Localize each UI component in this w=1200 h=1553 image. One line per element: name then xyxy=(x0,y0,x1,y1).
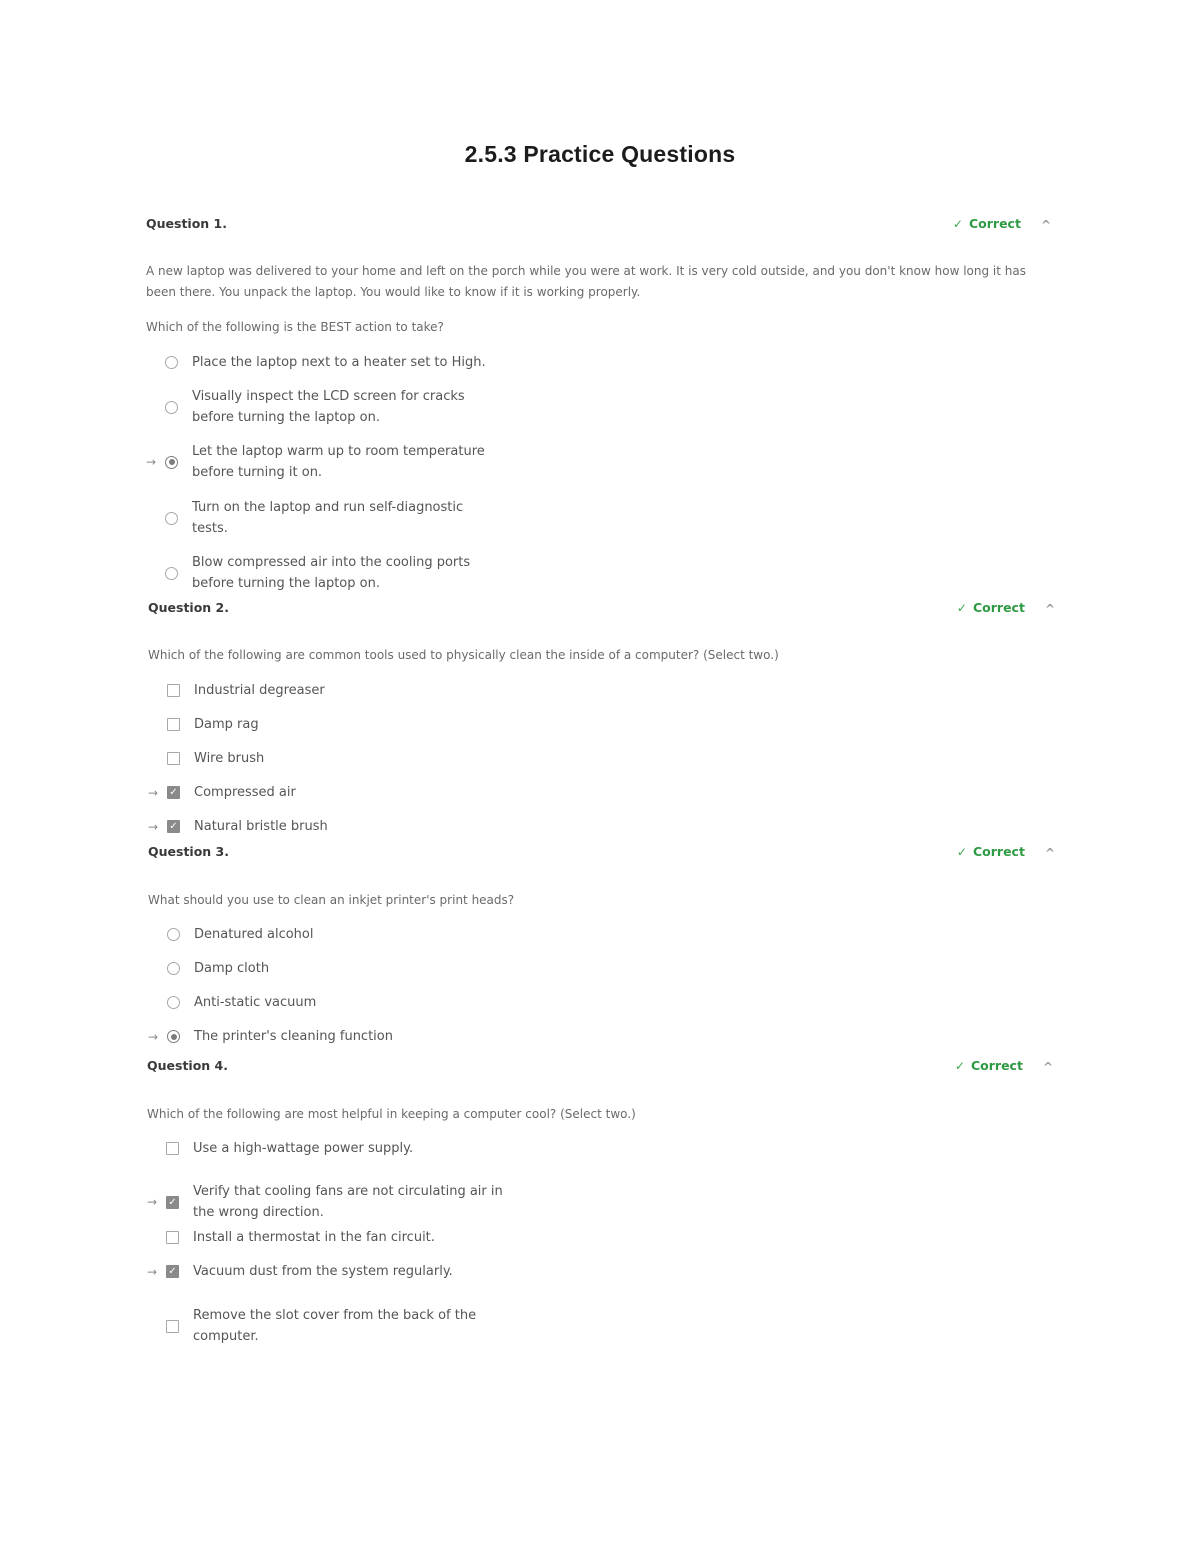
option-label: Natural bristle brush xyxy=(194,819,328,834)
question-header xyxy=(148,600,1055,620)
question-label: Question 2. xyxy=(148,600,229,615)
question-prompt: What should you use to clean an inkjet printer's print heads? xyxy=(148,893,515,907)
answer-option-selected[interactable] xyxy=(146,441,506,483)
checkbox[interactable] xyxy=(167,718,180,731)
answer-option[interactable] xyxy=(147,1138,647,1159)
check-icon: ✓ xyxy=(956,600,967,615)
question-label: Question 4. xyxy=(147,1058,228,1073)
option-label: Let the laptop warm up to room temperature before turning it on. xyxy=(192,444,485,480)
check-icon: ✓ xyxy=(954,1058,965,1073)
option-label: Damp rag xyxy=(194,717,259,732)
checkbox-checked[interactable]: ✓ xyxy=(166,1196,179,1209)
question-header xyxy=(147,1058,1053,1078)
option-label: Verify that cooling fans are not circulating air in the wrong direction. xyxy=(193,1184,503,1220)
check-icon: ✓ xyxy=(956,844,967,859)
question-prompt: Which of the following are common tools used to physically clean the inside of a computer? (Select two.) xyxy=(148,648,779,662)
option-label: Compressed air xyxy=(194,785,296,800)
page-title: 2.5.3 Practice Questions xyxy=(464,141,736,167)
answer-option[interactable] xyxy=(146,352,646,373)
checkbox[interactable] xyxy=(166,1320,179,1333)
option-label: Anti-static vacuum xyxy=(194,995,317,1010)
status-text: Correct xyxy=(972,844,1025,859)
question-label: Question 1. xyxy=(146,216,227,231)
option-label: Vacuum dust from the system regularly. xyxy=(193,1264,453,1279)
status-badge xyxy=(957,844,1055,859)
option-label: Install a thermostat in the fan circuit. xyxy=(193,1230,435,1245)
option-label: Place the laptop next to a heater set to High. xyxy=(192,355,486,370)
answer-option[interactable] xyxy=(148,714,648,735)
question-3 xyxy=(148,844,1055,1044)
status-text: Correct xyxy=(972,600,1025,615)
option-label: Turn on the laptop and run self-diagnostic tests. xyxy=(192,500,464,536)
arrow-icon: → xyxy=(148,819,159,834)
question-text: A new laptop was delivered to your home and left on the porch while you were at work. It is very cold outside, and you don't know how long it has been there. You unpack the laptop. You would like to know if it is working properly. xyxy=(146,264,1026,299)
option-label: Denatured alcohol xyxy=(194,927,314,942)
question-1 xyxy=(146,216,1051,591)
answer-option[interactable] xyxy=(146,552,506,594)
answer-option[interactable] xyxy=(146,386,506,428)
question-prompt: Which of the following are most helpful in keeping a computer cool? (Select two.) xyxy=(147,1107,636,1121)
checkbox[interactable] xyxy=(166,1231,179,1244)
question-label: Question 3. xyxy=(148,844,229,859)
answer-option[interactable] xyxy=(148,924,648,945)
answer-option[interactable] xyxy=(147,1227,647,1248)
status-text: Correct xyxy=(968,216,1021,231)
status-badge xyxy=(957,600,1055,615)
answer-option[interactable] xyxy=(148,958,648,979)
radio-button[interactable] xyxy=(167,928,180,941)
radio-button[interactable] xyxy=(167,996,180,1009)
option-label: Remove the slot cover from the back of the computer. xyxy=(193,1308,477,1344)
chevron-up-icon[interactable]: ^ xyxy=(1044,845,1055,860)
radio-button[interactable] xyxy=(165,401,178,414)
option-label: The printer's cleaning function xyxy=(194,1029,393,1044)
answer-option-selected[interactable] xyxy=(148,1026,648,1047)
radio-button-selected[interactable] xyxy=(167,1030,180,1043)
checkbox-checked[interactable]: ✓ xyxy=(166,1265,179,1278)
status-badge xyxy=(955,1058,1053,1073)
checkbox-checked[interactable]: ✓ xyxy=(167,820,180,833)
question-4 xyxy=(147,1058,1053,1344)
option-label: Damp cloth xyxy=(194,961,270,976)
option-label: Use a high-wattage power supply. xyxy=(193,1141,414,1156)
checkbox[interactable] xyxy=(166,1142,179,1155)
answer-option[interactable] xyxy=(147,1305,507,1347)
arrow-icon: → xyxy=(148,1029,159,1044)
answer-option[interactable] xyxy=(146,497,506,539)
check-icon: ✓ xyxy=(952,216,963,231)
answer-option-selected[interactable] xyxy=(148,782,648,803)
question-header xyxy=(148,844,1055,864)
answer-option[interactable] xyxy=(148,748,648,769)
radio-button[interactable] xyxy=(165,567,178,580)
question-prompt: Which of the following is the BEST action to take? xyxy=(146,320,444,334)
answer-option[interactable] xyxy=(148,992,648,1013)
checkbox[interactable] xyxy=(167,752,180,765)
arrow-icon: → xyxy=(148,785,159,800)
radio-button-selected[interactable] xyxy=(165,456,178,469)
checkbox-checked[interactable]: ✓ xyxy=(167,786,180,799)
checkbox[interactable] xyxy=(167,684,180,697)
answer-option-selected[interactable] xyxy=(147,1181,507,1223)
radio-button[interactable] xyxy=(167,962,180,975)
chevron-up-icon[interactable]: ^ xyxy=(1044,601,1055,616)
answer-option[interactable] xyxy=(148,680,648,701)
question-header xyxy=(146,216,1051,236)
status-text: Correct xyxy=(970,1058,1023,1073)
status-badge xyxy=(953,216,1051,231)
radio-button[interactable] xyxy=(165,512,178,525)
chevron-up-icon[interactable]: ^ xyxy=(1042,1059,1053,1074)
answer-option-selected[interactable] xyxy=(148,816,648,837)
option-label: Wire brush xyxy=(194,751,265,766)
answer-option-selected[interactable] xyxy=(147,1261,647,1282)
chevron-up-icon[interactable]: ^ xyxy=(1040,217,1051,232)
arrow-icon: → xyxy=(147,1195,158,1209)
option-label: Blow compressed air into the cooling ports before turning the laptop on. xyxy=(192,555,471,591)
option-label: Visually inspect the LCD screen for cracks before turning the laptop on. xyxy=(192,389,465,425)
question-2 xyxy=(148,600,1055,834)
arrow-icon: → xyxy=(146,455,157,469)
arrow-icon: → xyxy=(147,1264,158,1279)
radio-button[interactable] xyxy=(165,356,178,369)
option-label: Industrial degreaser xyxy=(194,683,325,698)
